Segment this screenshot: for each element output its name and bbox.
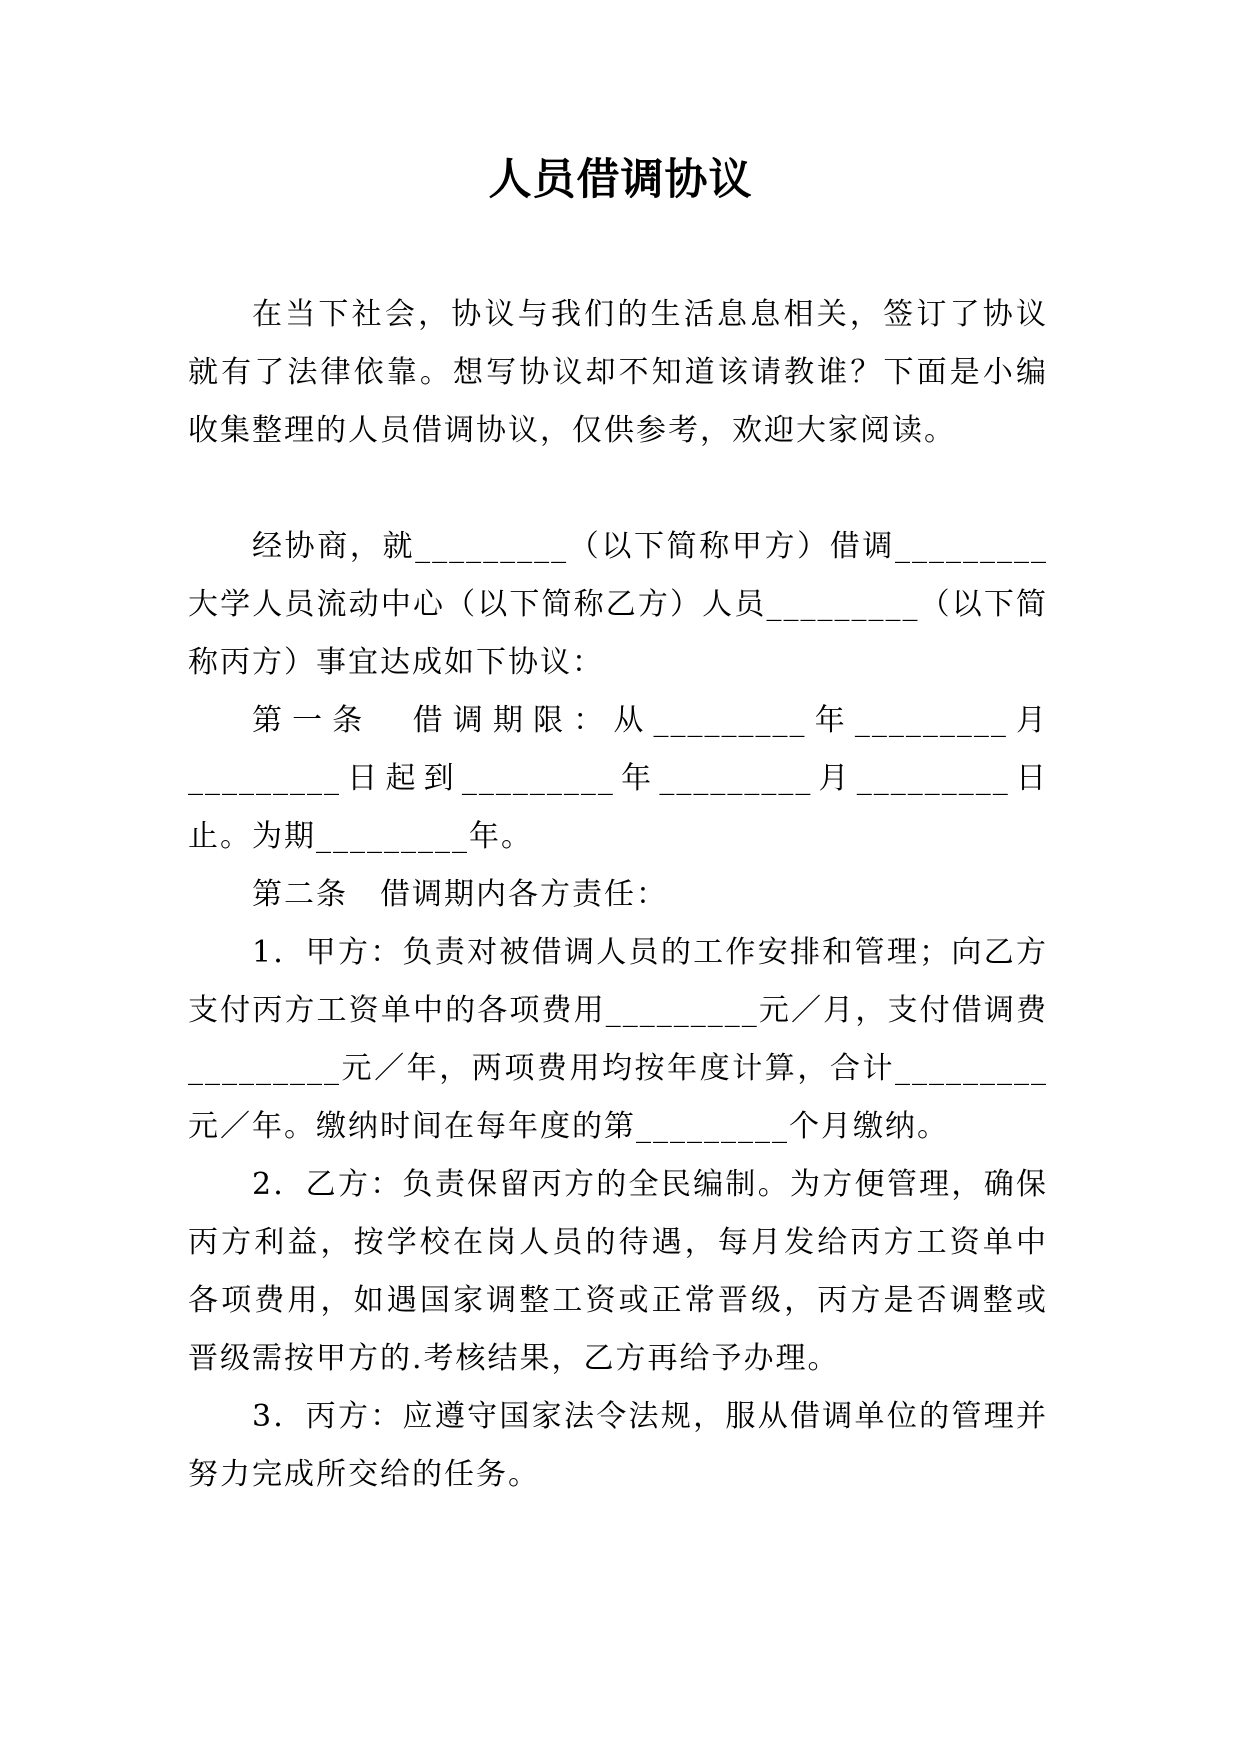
paragraph-spacer: [188, 460, 1048, 518]
document-body: [188, 286, 1048, 1504]
clause-1-paragraph: 1．甲方：负责对被借调人员的工作安排和管理；向乙方支付丙方工资单中的各项费用_________元／月，支付借调费_________元／年，两项费用均按年度计算，合计_________元／年。缴纳时间在每年度的第_________个月缴纳。: [188, 935, 1048, 1144]
clause-2-paragraph: 2．乙方：负责保留丙方的全民编制。为方便管理，确保丙方利益，按学校在岗人员的待遇，每月发给丙方工资单中各项费用，如遇国家调整工资或正常晋级，丙方是否调整或晋级需按甲方的.考核结果，乙方再给予办理。: [188, 1167, 1048, 1376]
preamble-paragraph: 经协商，就_________（以下简称甲方）借调_________大学人员流动中心（以下简称乙方）人员_________（以下简称丙方）事宜达成如下协议：: [188, 529, 1048, 680]
intro-paragraph: 在当下社会，协议与我们的生活息息相关，签订了协议就有了法律依靠。想写协议却不知道该请教谁？下面是小编收集整理的人员借调协议，仅供参考，欢迎大家阅读。: [188, 297, 1048, 448]
article-1-paragraph: 第一条 借调期限：从_________年_________月_________日起到_________年_________月_________日止。为期_________年。: [188, 703, 1048, 854]
article-2-heading: 第二条 借调期内各方责任：: [252, 877, 668, 912]
document-title: 人员借调协议: [488, 155, 753, 205]
clause-3-paragraph: 3．丙方：应遵守国家法令法规，服从借调单位的管理并努力完成所交给的任务。: [188, 1399, 1048, 1492]
